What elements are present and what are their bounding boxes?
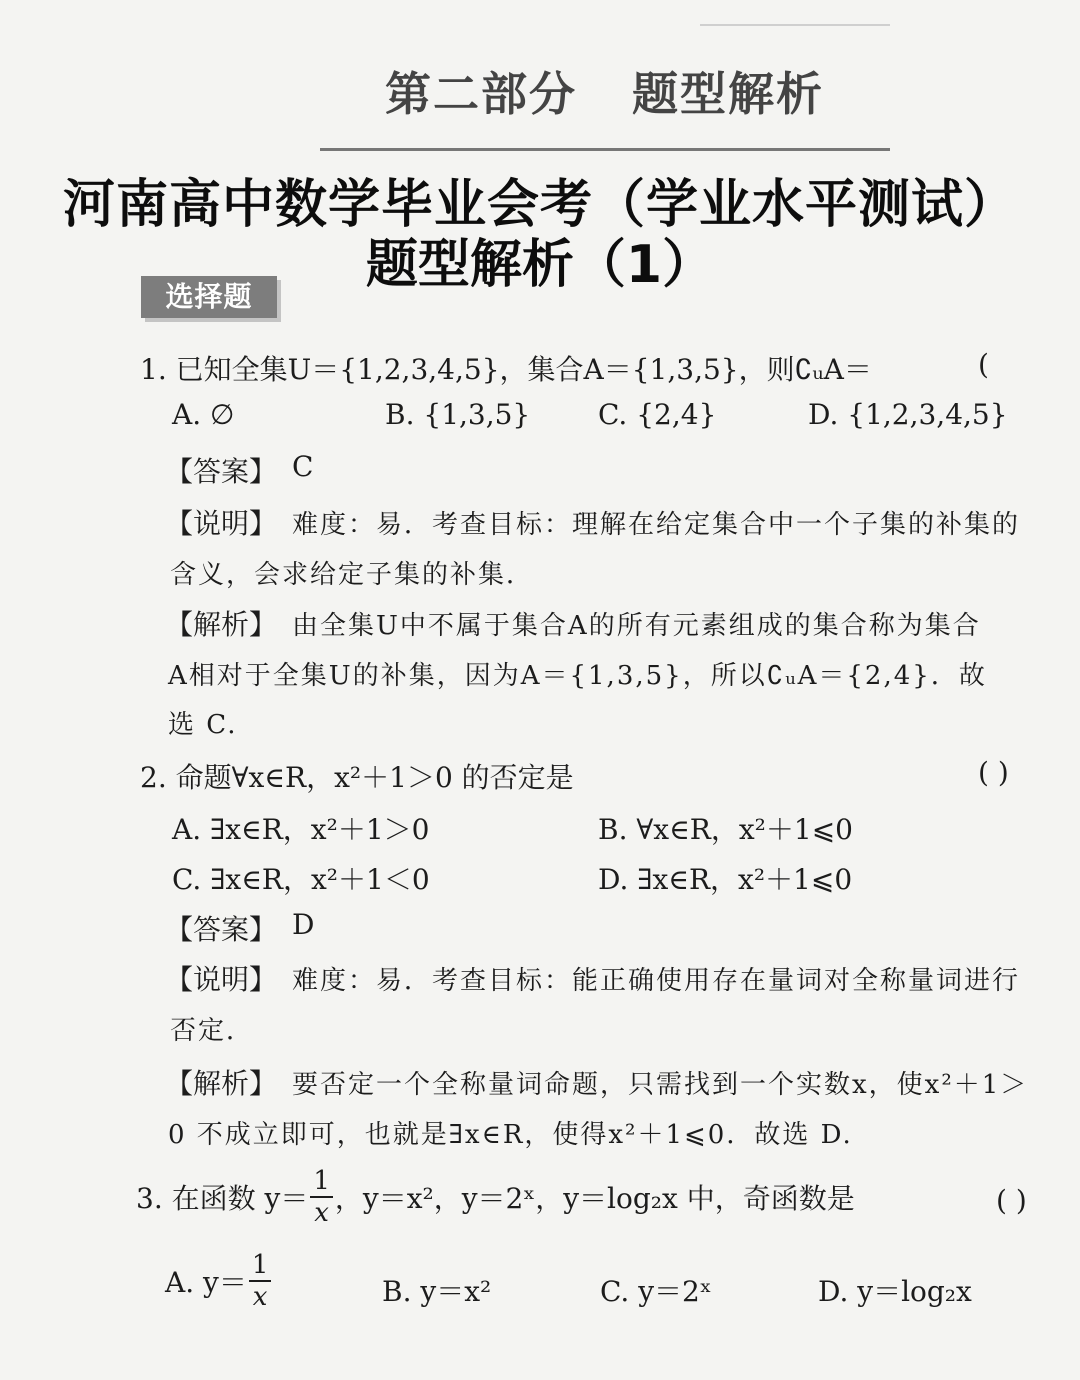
q3-option-a-numerator: 1	[249, 1252, 272, 1282]
q2-paren: ( )	[978, 756, 1009, 789]
q1-note-line-2: 含义，会求给定子集的补集．	[170, 560, 535, 590]
q2-note-line-2: 否定．	[170, 1016, 255, 1046]
section-tag: 选择题	[141, 276, 277, 318]
q1-analysis-line-3: 选 C.	[168, 710, 238, 740]
q1-note-label: 【说明】	[165, 507, 278, 540]
q3-paren: ( )	[996, 1184, 1027, 1217]
page-title-line-1: 河南高中数学毕业会考（学业水平测试）	[62, 175, 1017, 235]
q1-analysis-line-1: 由全集U中不属于集合A的所有元素组成的集合称为集合	[292, 611, 981, 641]
q2-analysis-label: 【解析】	[165, 1067, 278, 1100]
q2-stem: 2. 命题∀x∈R，x²＋1＞0 的否定是	[140, 761, 574, 794]
q3-option-a-denominator: x	[252, 1282, 268, 1312]
q3-frac-denominator: x	[314, 1198, 329, 1228]
q1-answer: C	[292, 450, 314, 483]
q2-option-b: B. ∀x∈R，x²＋1⩽0	[598, 813, 853, 846]
q1-option-d: D. {1,2,3,4,5}	[808, 398, 1008, 431]
q1-note-line-1: 难度：易．考查目标：理解在给定集合中一个子集的补集的	[292, 510, 1021, 540]
q2-note-label: 【说明】	[165, 963, 278, 996]
q3-option-d: D. y＝log₂x	[818, 1275, 972, 1308]
q3-option-a	[165, 1252, 273, 1310]
top-edge-line	[700, 24, 890, 26]
q1-stem: 1. 已知全集U＝{1,2,3,4,5}，集合A＝{1,3,5}，则∁ᵤA＝	[140, 353, 872, 386]
q2-analysis-line-2: 0 不成立即可，也就是∃x∈R，使得x²＋1⩽0．故选 D.	[168, 1120, 853, 1150]
q2-option-a: A. ∃x∈R，x²＋1＞0	[172, 813, 430, 846]
q1-analysis-label: 【解析】	[165, 608, 278, 641]
page-title-line-2: 题型解析（1）	[365, 235, 715, 295]
q1-option-b: B. {1,3,5}	[385, 398, 531, 431]
part-heading: 第二部分 题型解析	[385, 67, 824, 121]
q3-stem	[136, 1168, 855, 1226]
q3-option-a-fraction	[249, 1252, 272, 1310]
q2-option-c: C. ∃x∈R，x²＋1＜0	[172, 863, 430, 896]
q2-answer-label: 【答案】	[165, 913, 278, 946]
q2-note-line-1: 难度：易．考查目标：能正确使用存在量词对全称量词进行	[292, 966, 1021, 996]
q3-frac-numerator: 1	[310, 1168, 333, 1198]
q2-option-d: D. ∃x∈R，x²＋1⩽0	[598, 863, 853, 896]
q2-analysis-line-1: 要否定一个全称量词命题，只需找到一个实数x，使x²＋1＞	[292, 1070, 1029, 1100]
q1-answer-label: 【答案】	[165, 455, 278, 488]
q3-option-a-prefix: A. y＝	[165, 1266, 247, 1299]
q2-answer: D	[292, 908, 315, 941]
q1-option-a: A. ∅	[172, 398, 235, 431]
q1-analysis-line-2: A相对于全集U的补集，因为A＝{1,3,5}，所以∁ᵤA＝{2,4}．故	[168, 661, 987, 691]
q3-option-b: B. y＝x²	[382, 1275, 492, 1308]
q3-stem-suffix: ，y＝x²，y＝2ˣ，y＝log₂x 中，奇函数是	[334, 1182, 855, 1215]
q1-option-c: C. {2,4}	[598, 398, 717, 431]
q1-paren: (	[978, 348, 989, 381]
heading-rule	[320, 148, 890, 151]
q3-stem-fraction	[310, 1168, 333, 1226]
q3-option-c: C. y＝2ˣ	[600, 1275, 712, 1308]
q3-stem-prefix: 3. 在函数 y＝	[136, 1182, 309, 1215]
